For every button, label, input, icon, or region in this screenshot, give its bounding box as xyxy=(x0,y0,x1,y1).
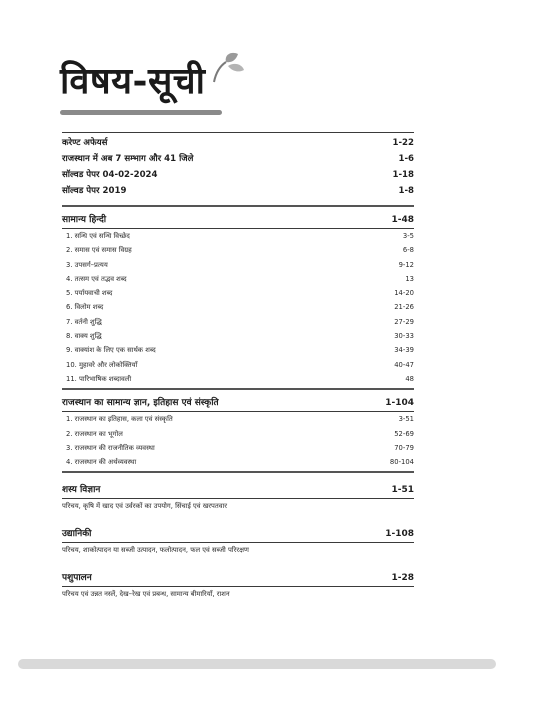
table-of-contents xyxy=(62,132,414,601)
section-heading[interactable]: उद्यानिकी 1-108 xyxy=(62,529,414,540)
list-item[interactable]: 2. समास एवं समास विग्रह 6-8 xyxy=(66,246,414,255)
title-underline xyxy=(60,110,222,115)
list-item[interactable]: 10. मुहावरे और लोकोक्तियाँ 40-47 xyxy=(66,360,414,369)
section-heading[interactable]: शस्य विज्ञान 1-51 xyxy=(62,485,414,496)
section-horticulture xyxy=(62,527,414,557)
list-item[interactable]: 1. सन्धि एवं सन्धि विच्छेद 3-5 xyxy=(66,232,414,240)
leaf-icon xyxy=(210,52,246,84)
section-crop-science xyxy=(62,483,414,513)
section-heading[interactable]: सामान्य हिन्दी 1-48 xyxy=(62,215,414,225)
list-item[interactable]: 11. पारिभाषिक शब्दावली 48 xyxy=(66,374,414,383)
list-item[interactable]: 8. वाक्य शुद्धि 30-33 xyxy=(66,332,414,341)
divider xyxy=(62,388,414,390)
section-heading[interactable]: राजस्थान का सामान्य ज्ञान, इतिहास एवं संस्कृति 1-104 xyxy=(62,398,414,409)
toc-entry[interactable]: सॉल्वड पेपर 2019 1-8 xyxy=(62,186,414,196)
section-animal-husbandry xyxy=(62,571,414,601)
list-item[interactable]: 4. राजस्थान की अर्थव्यवस्था 80-104 xyxy=(66,458,414,467)
list-item[interactable]: 1. राजस्थान का इतिहास, कला एवं संस्कृति 3-51 xyxy=(66,415,414,424)
list-item[interactable]: 6. विलोम शब्द 21-26 xyxy=(66,303,414,312)
list-item[interactable]: 7. वर्तनी शुद्धि 27-29 xyxy=(66,317,414,326)
divider xyxy=(62,205,414,207)
divider xyxy=(62,132,414,133)
list-item[interactable]: 5. पर्यायवाची शब्द 14-20 xyxy=(66,289,414,298)
section-heading[interactable]: पशुपालन 1-28 xyxy=(62,573,414,584)
list-item[interactable]: 3. राजस्थान की राजनीतिक व्यवस्था 70-79 xyxy=(66,443,414,452)
title-block xyxy=(60,58,206,104)
page-title: विषय-सूची xyxy=(60,60,206,102)
toc-entry[interactable]: करेण्ट अफेयर्स 1-22 xyxy=(62,138,414,148)
list-item[interactable]: 9. वाक्यांश के लिए एक सार्थक शब्द 34-39 xyxy=(66,346,414,355)
toc-entry[interactable]: राजस्थान में अब 7 सम्भाग और 41 जिले 1-6 xyxy=(62,154,414,164)
section-rajasthan xyxy=(62,396,414,469)
section-hindi xyxy=(62,213,414,386)
divider xyxy=(62,471,414,473)
toc-entry[interactable]: सॉल्वड पेपर 04-02-2024 1-18 xyxy=(62,170,414,180)
list-item[interactable]: 3. उपसर्ग–प्रत्यय 9-12 xyxy=(66,260,414,269)
section-description: परिचय, शाकोत्पादन या सब्जी उत्पादन, फलोत्पादन, फल एवं सब्जी परिरक्षण xyxy=(62,546,249,555)
section-description: परिचय, कृषि में खाद एवं उर्वरकों का उपयोग, सिंचाई एवं खरपतवार xyxy=(62,502,228,511)
section-description: परिचय एवं उन्नत नस्लें, देख–रेख एवं प्रबन्ध, सामान्य बीमारियाँ, राशन xyxy=(62,590,230,599)
list-item[interactable]: 4. तत्सम एवं तद्भव शब्द 13 xyxy=(66,274,414,283)
list-item[interactable]: 2. राजस्थान का भूगोल 52-69 xyxy=(66,429,414,438)
horizontal-scrollbar[interactable] xyxy=(18,659,496,669)
